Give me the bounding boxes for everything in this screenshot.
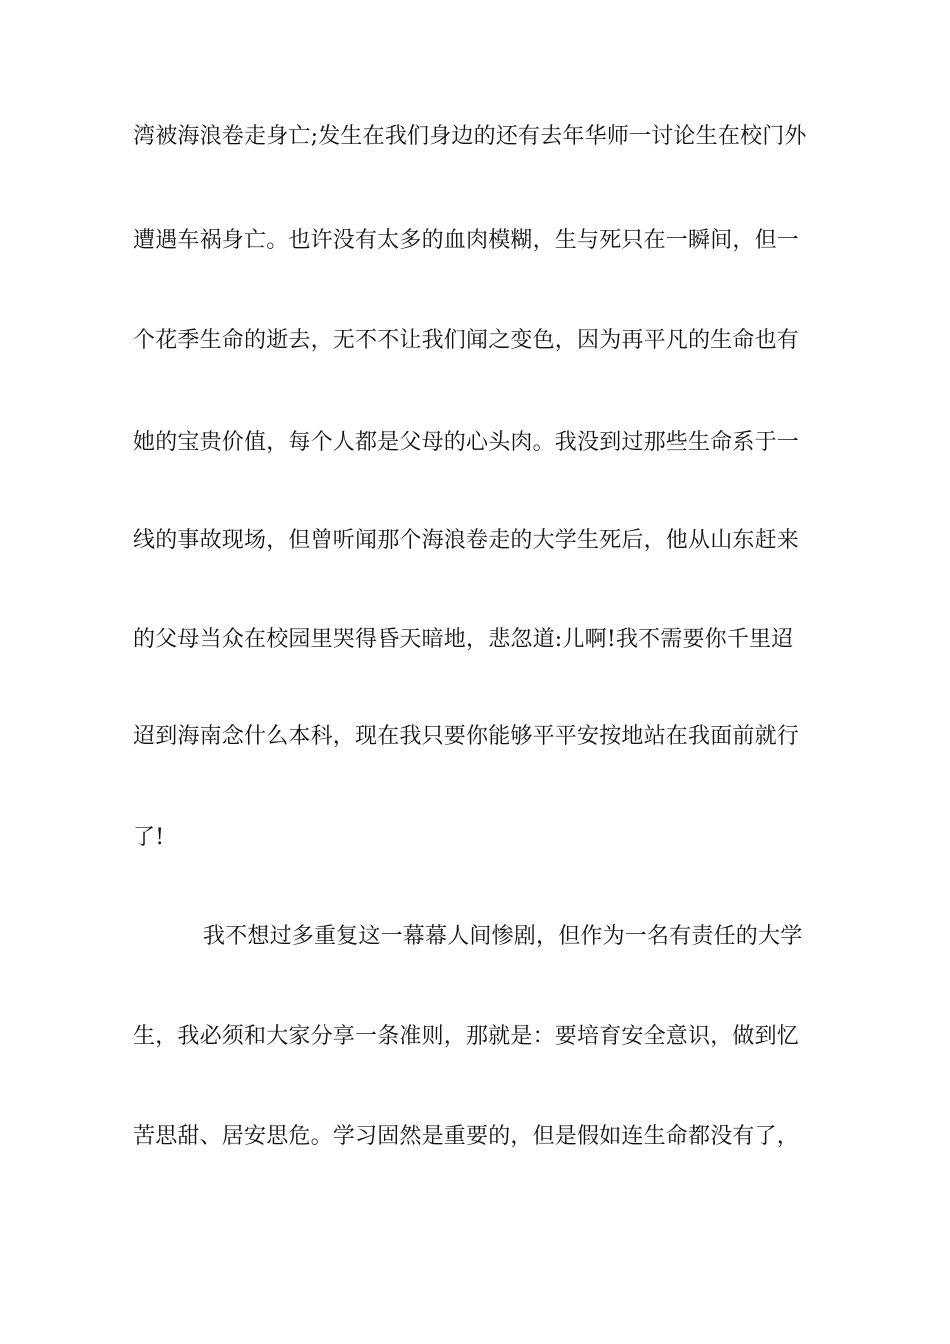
paragraph-1-line-2: 遭遇车祸身亡。也许没有太多的血肉模糊，生与死只在一瞬间，但一	[133, 228, 800, 253]
paragraph-1-line-5: 线的事故现场，但曾听闻那个海浪卷走的大学生死后，他从山东赶来	[133, 528, 800, 553]
paragraph-2-line-1: 我不想过多重复这一幕幕人间惨剧，但作为一名有责任的大学	[203, 924, 803, 949]
paragraph-1-line-3: 个花季生命的逝去，无不不让我们闻之变色，因为再平凡的生命也有	[133, 328, 800, 353]
paragraph-1-line-1: 湾被海浪卷走身亡;发生在我们身边的还有去年华师一讨论生在校门外	[133, 124, 807, 149]
paragraph-1-line-8: 了!	[133, 825, 165, 850]
paragraph-1-line-7: 迢到海南念什么本科，现在我只要你能够平平安按地站在我面前就行	[133, 724, 800, 749]
paragraph-2-line-3: 苦思甜、居安思危。学习固然是重要的，但是假如连生命都没有了，	[133, 1124, 800, 1149]
paragraph-1-line-6: 的父母当众在校园里哭得昏天暗地，悲忽道:儿啊!我不需要你千里迢	[133, 627, 794, 652]
paragraph-2-line-2: 生，我必须和大家分享一条准则，那就是：要培育安全意识，做到忆	[133, 1024, 800, 1049]
paragraph-1-line-4: 她的宝贵价值，每个人都是父母的心头肉。我没到过那些生命系于一	[133, 430, 800, 455]
